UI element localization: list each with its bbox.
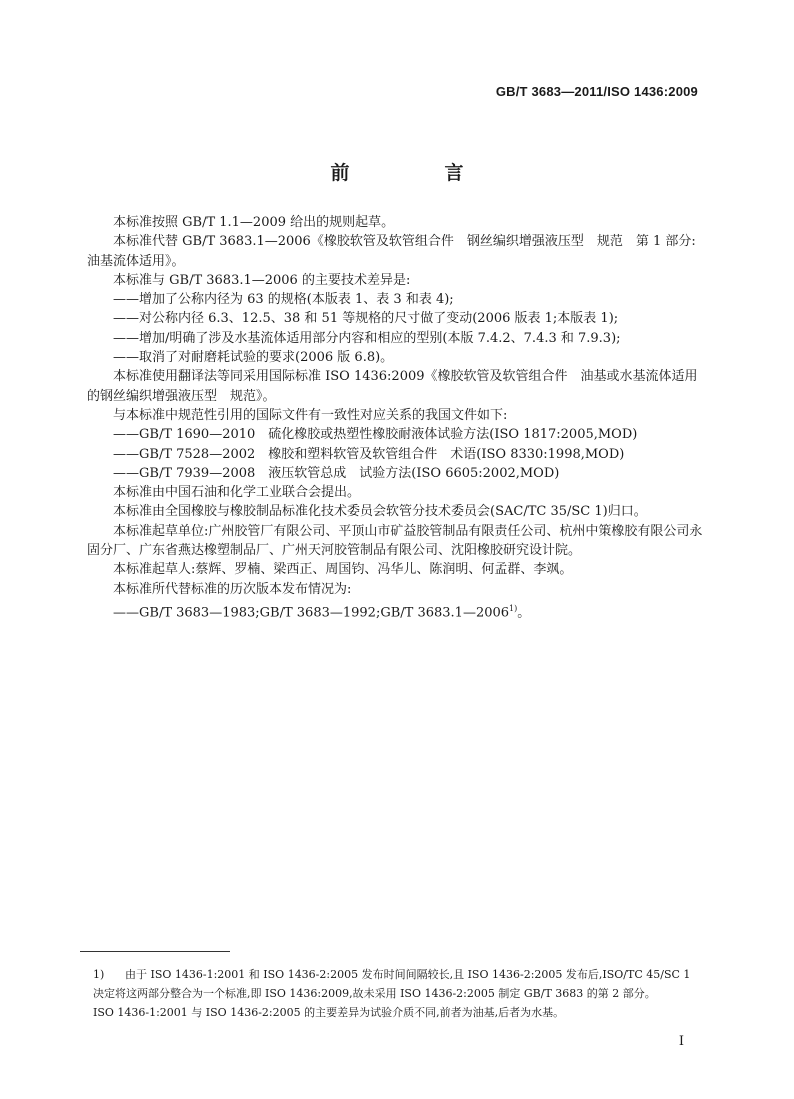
page-number: I [678,1034,684,1049]
footnote-line: 决定将这两部分整合为一个标准,即 ISO 1436:2009,故未采用 ISO 1436-2:2005 制定 GB/T 3683 的第 2 部分。 [93,987,656,1000]
list-item: ——对公称内径 6.3、12.5、38 和 51 等规格的尺寸做了变动(2006 版表 1;本版表 1); [113,311,619,327]
footnote-mark: 1) [93,968,105,981]
paragraph-drafting-units: 本标准起草单位:广州胶管厂有限公司、平顶山市矿益胶管制品有限责任公司、杭州中策橡胶有限公司永固分厂、广东省燕达橡塑制品厂、广州天河胶管制品有限公司、沈阳橡胶研究设计院。 [87,523,703,559]
list-item: ——GB/T 7528—2002 橡胶和塑料软管及软管组合件 术语(ISO 8330:1998,MOD) [113,446,625,462]
list-item: ——增加了公称内径为 63 的规格(本版表 1、表 3 和表 4); [113,292,454,308]
list-item: ——取消了对耐磨耗试验的要求(2006 版 6.8)。 [113,350,394,366]
list-item: ——GB/T 1690—2010 硫化橡胶或热塑性橡胶耐液体试验方法(ISO 1817:2005,MOD) [113,427,638,443]
footnote-reference[interactable]: 1) [509,603,518,613]
foreword-body [87,213,707,623]
list-item: ——增加/明确了涉及水基流体适用部分内容和相应的型别(本版 7.4.2、7.4.3 和 7.9.3); [113,330,621,346]
paragraph-replaces: 本标准代替 GB/T 3683.1—2006《橡胶软管及软管组合件 钢丝编织增强液压型 规范 第 1 部分:油基流体适用》。 [87,234,696,269]
paragraph-drafting-rule: 本标准按照 GB/T 1.1—2009 给出的规则起草。 [113,215,395,230]
footnote-text: 由于 ISO 1436-1:2001 和 ISO 1436-2:2005 发布时间间隔较长,且 ISO 1436-2:2005 发布后,ISO/TC 45/SC 1 [125,968,691,981]
history-text: ——GB/T 3683—1983;GB/T 3683—1992;GB/T 3683.1—2006 [113,605,510,621]
standard-number: GB/T 3683—2011/ISO 1436:2009 [495,84,698,99]
footnote [93,965,708,1022]
paragraph-history: 本标准所代替标准的历次版本发布情况为: [113,581,352,597]
footnote-divider [80,951,230,952]
list-item-history [87,599,707,623]
paragraph-differences: 本标准与 GB/T 3683.1—2006 的主要技术差异是: [113,272,411,288]
paragraph-drafters: 本标准起草人:蔡辉、罗楠、梁西正、周国钧、冯华儿、陈润明、何孟群、李飒。 [113,562,573,578]
paragraph-committee: 本标准由全国橡胶与橡胶制品标准化技术委员会软管分技术委员会(SAC/TC 35/SC 1)归口。 [113,504,647,520]
history-end: 。 [517,605,531,621]
footnote-line [93,965,708,984]
paragraph-proposer: 本标准由中国石油和化学工业联合会提出。 [113,485,361,501]
list-item: ——GB/T 7939—2008 液压软管总成 试验方法(ISO 6605:2002,MOD) [113,465,560,481]
paragraph-references: 与本标准中规范性引用的国际文件有一致性对应关系的我国文件如下: [113,407,508,423]
footnote-line: ISO 1436-1:2001 与 ISO 1436-2:2005 的主要差异为试验介质不同,前者为油基,后者为水基。 [93,1006,565,1019]
paragraph-adoption: 本标准使用翻译法等同采用国际标准 ISO 1436:2009《橡胶软管及软管组合件 油基或水基流体适用的钢丝编织增强液压型 规范》。 [87,369,698,404]
page-title: 前 言 [330,162,502,184]
